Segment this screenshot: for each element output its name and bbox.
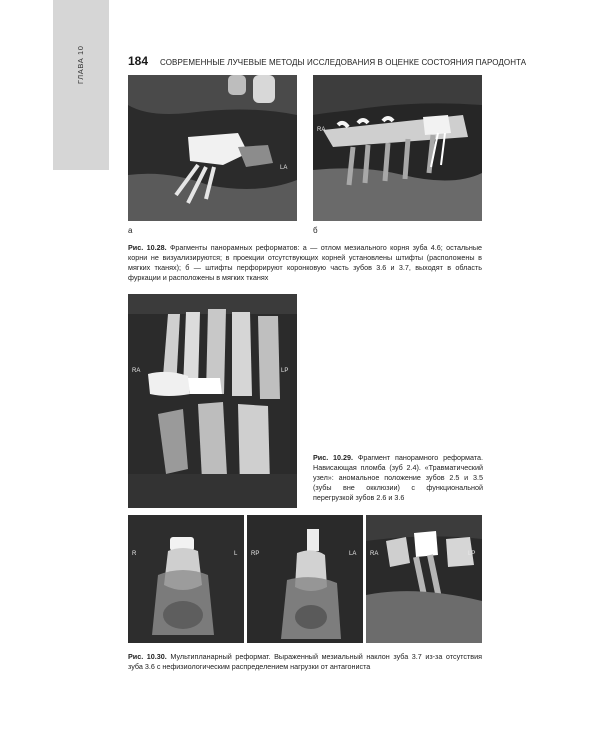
fig-10-28-panel-b-image	[313, 75, 482, 221]
fig-10-30-panel-1-image	[128, 515, 244, 643]
fig-10-28-caption	[128, 243, 482, 283]
fig-10-30-panel-3-image	[366, 515, 482, 643]
fig-10-29-marker-right: LP	[281, 368, 289, 374]
fig-10-28-panel-b-letter: б	[313, 226, 318, 235]
fig-10-30-caption	[128, 652, 482, 672]
fig-10-29-caption-title: Рис. 10.29.	[313, 453, 354, 462]
fig-10-30-caption-title: Рис. 10.30.	[128, 652, 167, 661]
fig-10-28b-marker: RA	[317, 127, 326, 133]
fig-10-29-caption	[313, 453, 483, 503]
running-head: СОВРЕМЕННЫЕ ЛУЧЕВЫЕ МЕТОДЫ ИССЛЕДОВАНИЯ В ОЦЕНКЕ СОСТОЯНИЯ ПАРОДОНТА	[160, 58, 527, 67]
fig-10-30-panel-1-right: L	[234, 551, 238, 557]
fig-10-30-panel-3-right: LP	[468, 551, 476, 557]
fig-10-30-panel-2-right: LA	[349, 551, 357, 557]
fig-10-29-marker-left: RA	[132, 368, 141, 374]
fig-10-30-panel-2-left: RP	[251, 551, 260, 557]
page-header	[128, 54, 527, 68]
fig-10-30-panel-3-left: RA	[370, 551, 379, 557]
fig-10-30-caption-text: Мультипланарный реформат. Выраженный мезиальный наклон зуба 3.7 из-за отсутствия зуба 3.6 с нефизиологическим распределением нагрузки от антагониста	[128, 652, 482, 671]
chapter-label: ГЛАВА 10	[76, 45, 85, 84]
fig-10-28-panel-a-letter: а	[128, 226, 133, 235]
fig-10-29-caption-text: Фрагмент панорамного реформата. Нависающая пломба (зуб 2.4). «Травматический узел»: аномальное положение зубов 2.5 и 3.5 (зубы вне окклюзии) с функциональной перегрузкой зубов 2.6 и 3.6	[313, 453, 483, 502]
page-number: 184	[128, 54, 149, 68]
chapter-side-tab	[53, 0, 109, 170]
fig-10-29-image	[128, 294, 297, 508]
fig-10-30-panel-2-image	[247, 515, 363, 643]
fig-10-28-caption-text: Фрагменты панорамных реформатов: а — отлом мезиального корня зуба 4.6; остальные корни не визуализируются; в проекции отсутствующих корней установлены штифты (расположены в мягких тканях); б — штифты перфорируют коронковую часть зубов 3.6 и 3.7, выходят в область фуркации и расположены в мягких тканях	[128, 243, 483, 282]
fig-10-28-panel-a-image	[128, 75, 297, 221]
fig-10-30-panel-1-left: R	[132, 551, 137, 557]
fig-10-28-caption-title: Рис. 10.28.	[128, 243, 167, 252]
fig-10-28a-marker: LA	[280, 165, 288, 171]
